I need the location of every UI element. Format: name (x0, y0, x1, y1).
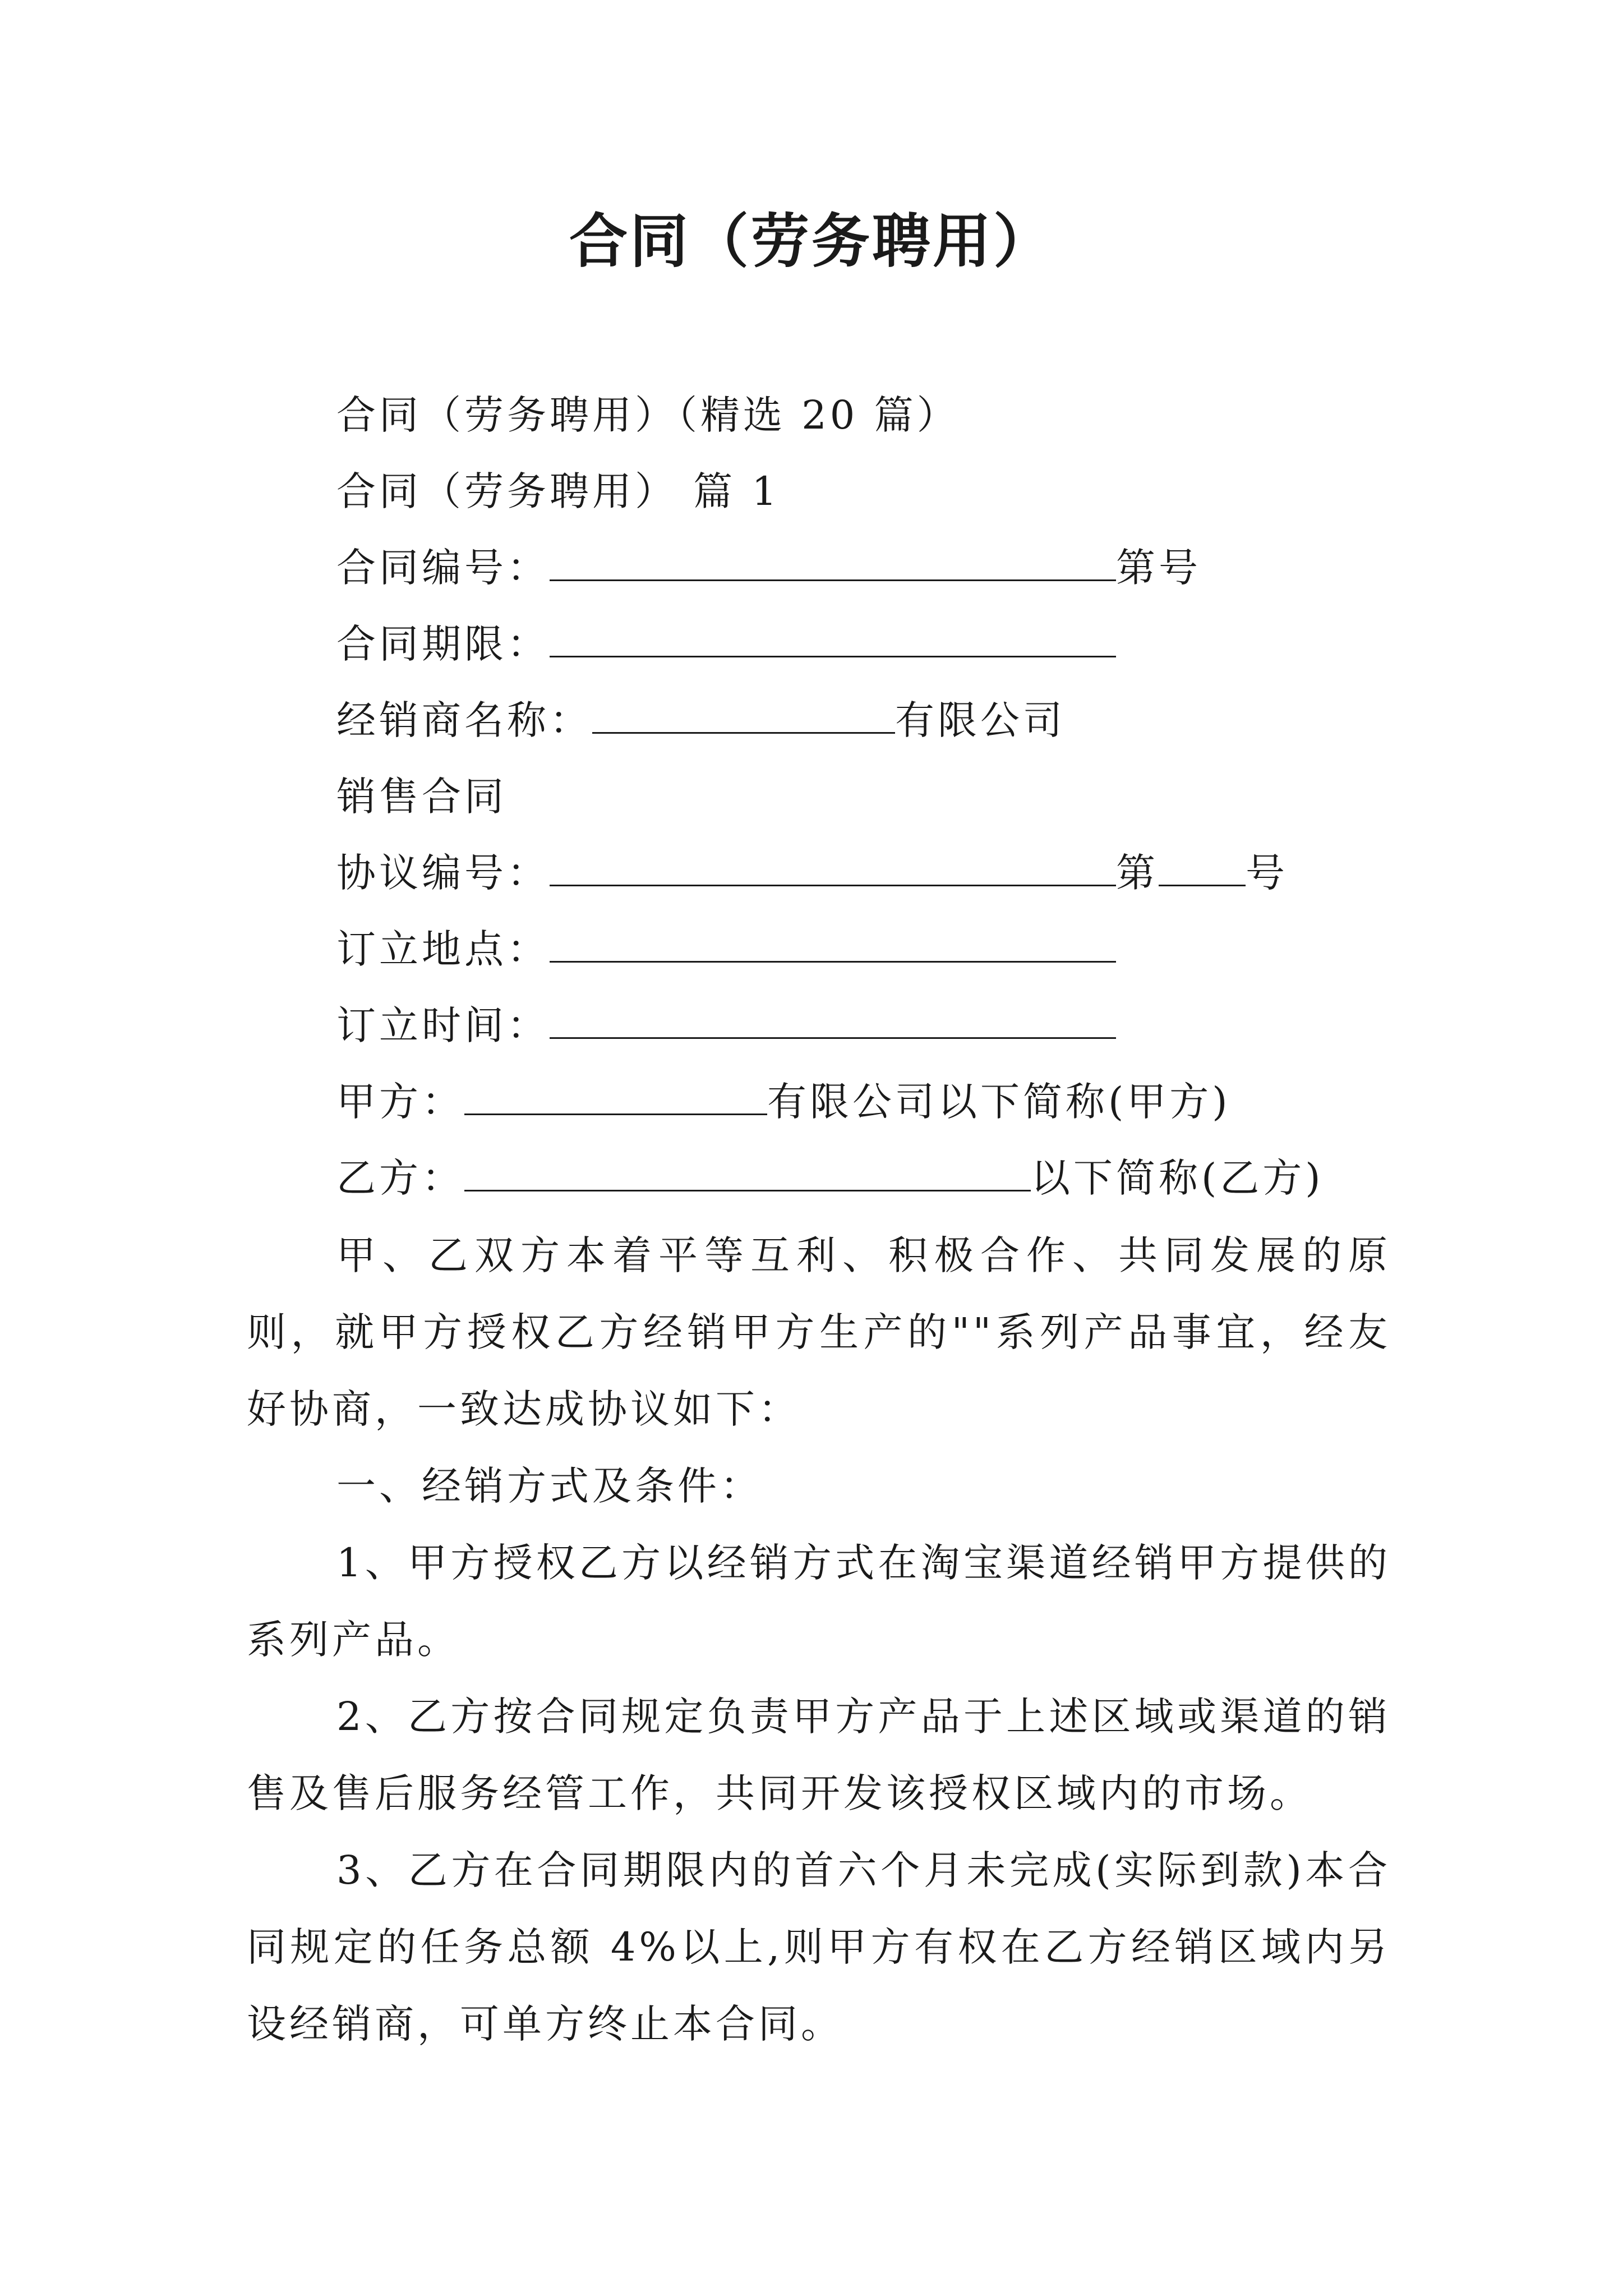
sign-place-field (336, 921, 1116, 977)
intro-paragraph: 甲、乙双方本着平等互利、积极合作、共同发展的原则，就甲方授权乙方经销甲方生产的""系列产品事宜，经友好协商，一致达成协议如下： (247, 1232, 1391, 1432)
sign-place-blank (550, 922, 1116, 963)
contract-number-blank (550, 540, 1116, 581)
agreement-number-blank (550, 845, 1116, 886)
party-b-field (336, 1150, 1324, 1206)
party-b-blank (464, 1151, 1031, 1191)
contract-number-label: 合同编号： (336, 545, 550, 591)
document-title: 合同（劳务聘用） (569, 206, 1054, 275)
sign-time-label: 订立时间： (336, 1002, 550, 1048)
sales-contract-heading: 销售合同 (336, 774, 507, 820)
sign-time-field (336, 997, 1116, 1053)
section-1-heading: 一、经销方式及条件： (336, 1463, 763, 1509)
contract-term-field (336, 616, 1116, 672)
part-heading: 合同（劳务聘用） 篇 1 (336, 468, 781, 514)
item-1-paragraph: 1、甲方授权乙方以经销方式在淘宝渠道经销甲方提供的系列产品。 (247, 1540, 1391, 1663)
party-a-blank (464, 1074, 767, 1115)
item-2-paragraph: 2、乙方按合同规定负责甲方产品于上述区域或渠道的销售及售后服务经管工作，共同开发该授权区域内的市场。 (247, 1694, 1391, 1816)
party-a-suffix: 有限公司以下简称(甲方) (767, 1079, 1231, 1125)
party-a-label: 甲方： (336, 1079, 464, 1125)
agreement-number-field (336, 845, 1288, 901)
contract-term-blank (550, 616, 1116, 657)
agreement-number-suffix: 号 (1246, 850, 1288, 896)
sign-time-blank (550, 998, 1116, 1039)
sign-place-label: 订立地点： (336, 926, 550, 972)
party-b-label: 乙方： (336, 1155, 464, 1201)
agreement-number-short-blank (1159, 845, 1246, 886)
dealer-name-blank (592, 693, 895, 734)
item-3-paragraph: 3、乙方在合同期限内的首六个月未完成(实际到款)本合同规定的任务总额 4%以上,则甲方有权在乙方经销区域内另设经销商，可单方终止本合同。 (247, 1847, 1391, 2047)
dealer-name-field (336, 692, 1066, 748)
agreement-number-mid: 第 (1116, 850, 1159, 896)
contract-number-suffix: 第号 (1116, 545, 1201, 591)
dealer-name-label: 经销商名称： (336, 697, 592, 743)
collection-heading: 合同（劳务聘用）（精选 20 篇） (336, 392, 960, 438)
agreement-number-label: 协议编号： (336, 850, 550, 896)
party-a-field (336, 1074, 1231, 1130)
contract-number-field (336, 540, 1201, 596)
dealer-name-suffix: 有限公司 (895, 697, 1066, 743)
contract-term-label: 合同期限： (336, 621, 550, 667)
party-b-suffix: 以下简称(乙方) (1031, 1155, 1324, 1201)
